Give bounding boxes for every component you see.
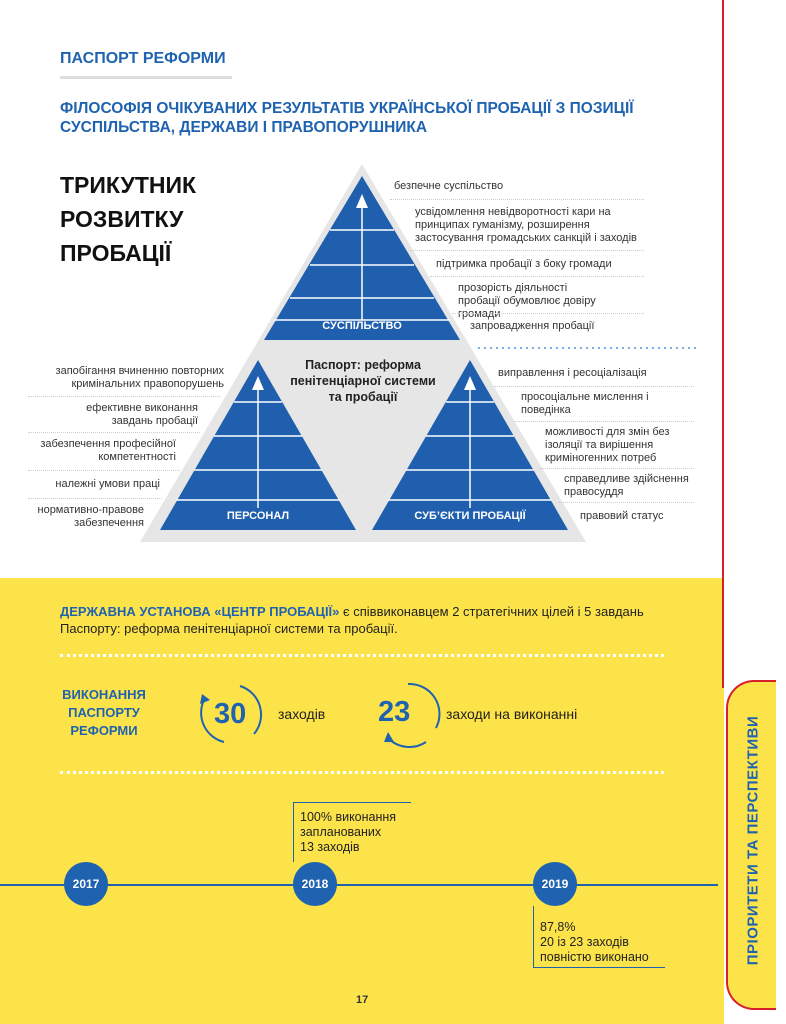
dotted-divider-2 xyxy=(60,771,664,774)
stat2-label: заходи на виконанні xyxy=(446,706,578,722)
year-2019: 2019 xyxy=(533,862,577,906)
divider xyxy=(430,276,644,277)
divider xyxy=(452,313,644,314)
year-2018: 2018 xyxy=(293,862,337,906)
top-item-5: запровадження пробації xyxy=(470,320,595,332)
note-2019 xyxy=(540,920,649,965)
left-item-1: запобігання вчиненню повторних кримінальних правопорушень xyxy=(55,365,224,390)
stat2-value: 23 xyxy=(378,696,411,728)
divider xyxy=(28,396,220,397)
right-item-2: просоціальне мислення і поведінка xyxy=(521,391,649,416)
page-number: 17 xyxy=(356,994,369,1006)
dotted-divider-1 xyxy=(60,654,664,657)
left-item-2: ефективне виконання завдань пробації xyxy=(86,402,198,427)
right-item-3: можливості для змін без ізоляції та вирішення криміногенних потреб xyxy=(545,426,670,464)
divider xyxy=(540,468,694,469)
top-item-4: прозорість діяльності пробації обумовлює довіру громади xyxy=(458,282,596,320)
top-item-3: підтримка пробації з боку громади xyxy=(436,258,612,270)
side-tab-label: ПРІОРИТЕТИ ТА ПЕРСПЕКТИВИ xyxy=(744,715,762,965)
right-triangle-label: СУБ’ЄКТИ ПРОБАЦІЇ xyxy=(414,510,526,522)
diagram-center-text: Паспорт: реформа пенітенціарної системи та пробації xyxy=(290,358,436,404)
left-triangle-label: ПЕРСОНАЛ xyxy=(226,510,290,522)
note-2019-bracket-bottom xyxy=(533,967,665,968)
left-item-5: нормативно-правове забезпечення xyxy=(37,504,144,529)
divider xyxy=(28,470,180,471)
right-item-1: виправлення і ресоціалізація xyxy=(498,367,647,379)
stat1-label: заходів xyxy=(278,706,326,722)
org-name: ДЕРЖАВНА УСТАНОВА «ЦЕНТР ПРОБАЦІЇ» xyxy=(60,604,340,619)
left-item-4: належні умови праці xyxy=(55,478,160,490)
divider xyxy=(558,502,694,503)
note-2019-line-1: 87,8% xyxy=(540,920,576,934)
note-2019-line-2: 20 із 23 заходів xyxy=(540,935,629,949)
subtitle: ФІЛОСОФІЯ ОЧІКУВАНИХ РЕЗУЛЬТАТІВ УКРАЇНСЬКОЇ ПРОБАЦІЇ З ПОЗИЦІЇ СУСПІЛЬСТВА, ДЕРЖАВИ І ПРАВОПОРУШНИКА xyxy=(60,100,634,136)
note-2018-line-1: 100% виконання xyxy=(300,810,397,824)
section-title: ПАСПОРТ РЕФОРМИ xyxy=(60,50,226,67)
stat1-value: 30 xyxy=(214,698,247,730)
org-text: є співвиконавцем 2 стратегічних цілей і 5 завдань Паспорту: реформа пенітенціарної системи та пробації. xyxy=(60,604,644,636)
note-2018-line-3: 13 заходів xyxy=(300,840,360,854)
big-title-line-2: РОЗВИТКУ xyxy=(60,206,184,232)
divider xyxy=(514,421,694,422)
note-2019-bracket-side xyxy=(533,906,534,968)
right-item-4: справедливе здійснення правосуддя xyxy=(564,473,689,498)
divider xyxy=(28,498,162,499)
note-2018-line-2: запланованих xyxy=(300,825,382,839)
year-2017: 2017 xyxy=(64,862,108,906)
divider xyxy=(494,386,694,387)
note-2018 xyxy=(300,810,396,855)
section-title-rule xyxy=(60,76,232,79)
note-2018-bracket-top xyxy=(293,802,411,803)
divider xyxy=(410,250,644,251)
big-title-line-1: ТРИКУТНИК xyxy=(60,172,197,198)
execution-label: ВИКОНАННЯ ПАСПОРТУ РЕФОРМИ xyxy=(62,687,146,738)
side-tab-label-wrap xyxy=(740,700,766,980)
right-item-5: правовий статус xyxy=(580,510,664,522)
top-item-1: безпечне суспільство xyxy=(394,180,504,192)
note-2019-line-3: повністю виконано xyxy=(540,950,649,964)
top-item-2: усвідомлення невідворотності кари на принципах гуманізму, розширення застосування громадських санкцій і заходів xyxy=(415,206,637,244)
divider xyxy=(390,199,644,200)
org-statement xyxy=(60,603,700,637)
big-title-line-3: ПРОБАЦІЇ xyxy=(60,240,172,266)
top-triangle-label: СУСПІЛЬСТВО xyxy=(322,320,402,332)
note-2018-bracket-side xyxy=(293,802,294,862)
divider xyxy=(28,432,200,433)
left-item-3: забезпечення професійної компетентності xyxy=(40,438,176,463)
